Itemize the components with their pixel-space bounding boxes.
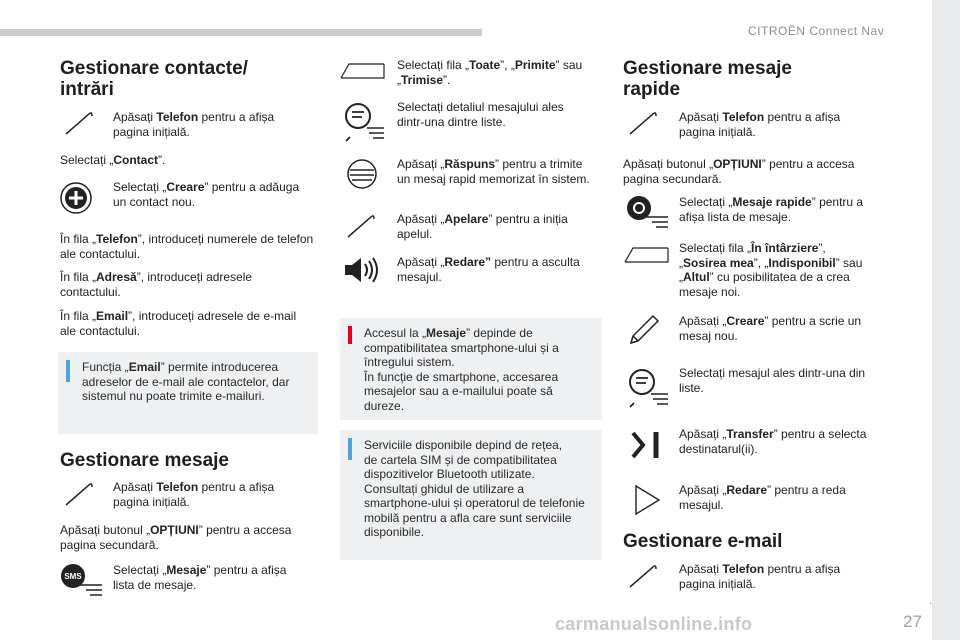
warning-note-box [340,318,602,420]
watermark-text: carmanualsonline.info [555,614,753,634]
reply-list-icon [342,158,382,192]
step-text: Apăsați „Creare” pentru a scrie un mesaj nou. [679,314,862,343]
paragraph: Apăsați butonul „OPȚIUNI” pentru a accesa pagina secundară. [623,157,855,186]
side-strip [932,0,960,640]
section-title-messages: Gestionare mesaje [60,450,229,471]
tab-button-icon [340,62,386,80]
paragraph: Apăsați butonul „OPȚIUNI” pentru a accesa pagina secundară. [60,523,292,552]
step-text: Selectați „Mesaje rapide” pentru a afișa lista de mesaje. [679,195,864,224]
paragraph: În fila „Email”, introduceți adresele de e-mail ale contactului. [60,309,297,338]
step-text: Apăsați „Apelare” pentru a iniția apelul. [397,212,568,241]
brand-title: CITROËN Connect Nav [748,24,885,38]
info-note-box [340,430,602,560]
section-title-line: rapide [623,79,681,100]
section-title-line: intrări [60,79,114,100]
step-text: Apăsați Telefon pentru a afișa pagina inițială. [113,110,275,139]
step-text: Apăsați „Transfer” pentru a selecta destinatarul(ii). [679,427,867,456]
info-icon [66,360,70,382]
section-title-email: Gestionare e-mail [623,531,783,552]
paragraph: Selectați „Contact”. [60,153,166,167]
quick-message-list-icon [626,195,670,231]
transfer-arrow-icon [630,430,664,460]
page-number: 27 [903,612,922,631]
section-title-line: Gestionare contacte/ [60,58,248,79]
header-bar [0,29,482,36]
step-text: Selectați „Creare” pentru a adăuga un contact nou. [113,180,300,209]
step-text: Selectați „Mesaje” pentru a afișa lista de mesaje. [113,563,287,592]
info-note-box [58,352,318,434]
step-text: Apăsați Telefon pentru a afișa pagina inițială. [113,480,275,509]
phone-handset-icon [626,563,660,591]
info-icon [348,438,352,460]
play-icon [633,484,663,516]
step-text: Apăsați „Redare” pentru a reda mesajul. [679,483,846,512]
step-text: Apăsați Telefon pentru a afișa pagina inițială. [679,562,841,591]
section-title-quick-messages [623,58,792,100]
sms-label: SMS [64,572,82,581]
phone-handset-icon [62,110,96,138]
phone-handset-icon [344,213,378,241]
info-note-text: Serviciile disponibile depind de rețea, de cartela SIM și de compatibilitatea dispozitivelor Bluetooth utilizate. Consultați ghidul de utilizare a smartphone-ului și operatorul de telefonie mobilă pentru a afla care sunt serviciile disponibile. [364,438,585,539]
step-text: Apăsați Telefon pentru a afișa pagina inițială. [679,110,841,139]
step-text: Apăsați „Redare” pentru a asculta mesajul. [397,255,580,284]
step-text: Selectați mesajul ales dintr-una din liste. [679,366,866,395]
section-title-line: Gestionare mesaje [623,58,792,79]
sms-list-icon [60,563,104,599]
speaker-icon [343,255,379,285]
list-search-icon [342,100,386,142]
phone-handset-icon [626,110,660,138]
list-search-icon [626,366,670,408]
paragraph: În fila „Adresă”, introduceți adresele contactului. [60,270,253,299]
step-text: Selectați fila „Toate”, „Primite” sau „Trimise”. [397,58,583,87]
phone-handset-icon [62,481,96,509]
info-note-text: Funcția „Email” permite introducerea adreselor de e-mail ale contactelor, dar sistemul nu poate trimite e-mailuri. [82,360,290,403]
add-plus-icon [59,181,93,215]
step-text: Apăsați „Răspuns” pentru a trimite un mesaj rapid memorizat în sistem. [397,157,590,186]
section-title-contacts [60,58,248,100]
paragraph: În fila „Telefon”, introduceți numerele de telefon ale contactului. [60,232,314,261]
step-text: Selectați detaliul mesajului ales dintr-una dintre liste. [397,100,564,129]
warning-note-text: Accesul la „Mesaje” depinde de compatibilitatea smartphone-ului și a întregului sistem. În funcție de smartphone, accesarea mesajelor sau a e-mailului poate să dureze. [364,326,559,413]
warning-icon [348,326,352,344]
pencil-edit-icon [628,314,662,346]
step-text: Selectați fila „În întârziere”, „Sosirea mea”, „Indisponibil” sau „Altul” cu posibilitatea de a crea mesaje noi. [679,241,863,299]
page-marker: . [929,593,933,607]
tab-button-icon [624,246,670,264]
